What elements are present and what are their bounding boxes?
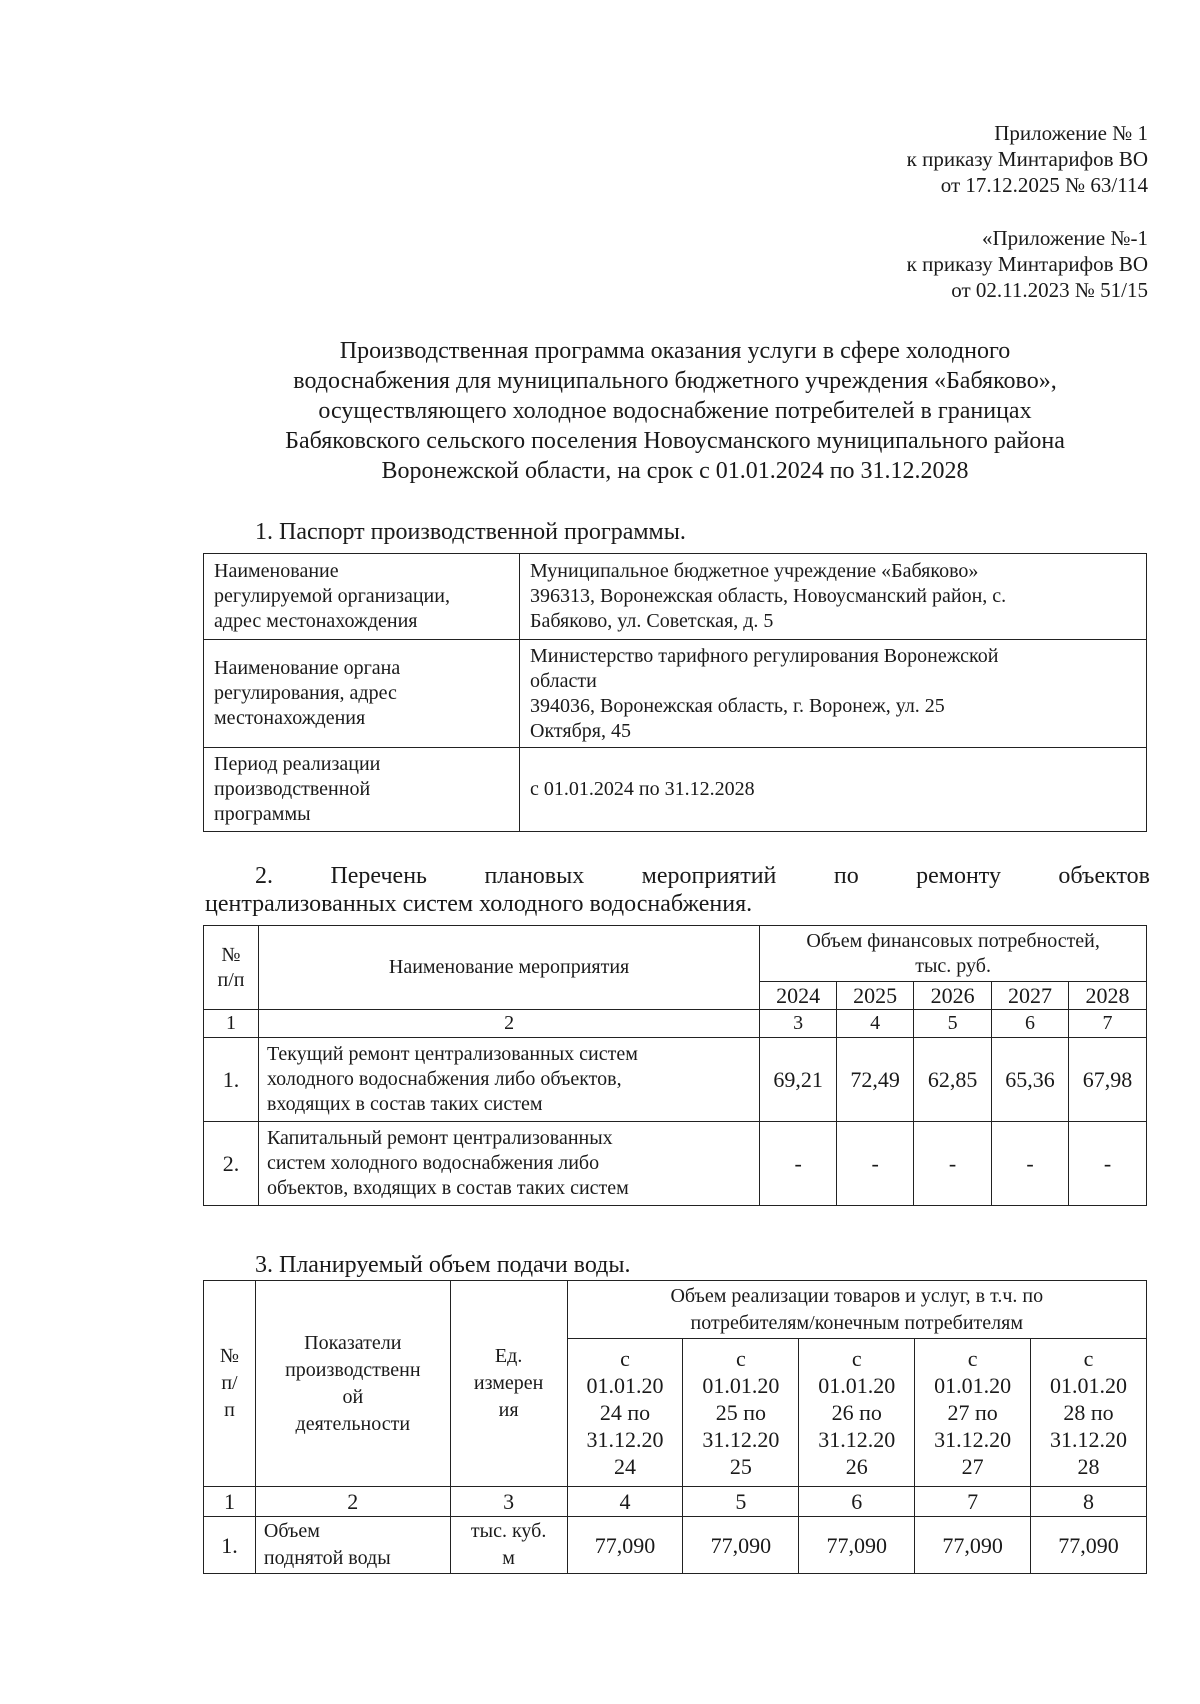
column-header-measure-name: Наименование мероприятия [258, 926, 759, 1010]
row-number: 2. [204, 1122, 259, 1206]
previous-appendix-number: «Приложение №-1 [982, 226, 1148, 250]
passport-value: Министерство тарифного регулирования Воронежской области 394036, Воронежская область, г. Воронеж, ул. 25 Октября, 45 [520, 640, 1147, 748]
period-header: с 01.01.20 25 по 31.12.20 25 [683, 1339, 799, 1487]
column-index-row: 1 2 3 4 5 6 7 8 [204, 1487, 1147, 1517]
section-1-heading: 1. Паспорт производственной программы. [255, 519, 686, 545]
column-header-sales-volume: Объем реализации товаров и услуг, в т.ч. по потребителям/конечным потребителям [567, 1281, 1146, 1339]
previous-order-date: от 02.11.2023 № 51/15 [951, 278, 1148, 302]
year-header: 2028 [1069, 982, 1147, 1010]
cell-value: 77,090 [915, 1517, 1031, 1574]
order-reference: к приказу Минтарифов ВО [906, 147, 1148, 171]
repair-measures-table [203, 925, 1147, 1206]
passport-label: Период реализации производственной программы [204, 748, 520, 832]
year-header: 2027 [992, 982, 1069, 1010]
cell-value: 77,090 [567, 1517, 683, 1574]
table-row [204, 640, 1147, 748]
period-header: с 01.01.20 28 по 31.12.20 28 [1031, 1339, 1147, 1487]
table-header-row [204, 1281, 1147, 1339]
column-header-indicator: Показатели производственн ой деятельности [255, 1281, 450, 1487]
cell-value: 77,090 [799, 1517, 915, 1574]
cell-value: - [837, 1122, 914, 1206]
year-header: 2024 [760, 982, 837, 1010]
column-index-row: 1 2 3 4 5 6 7 [204, 1010, 1147, 1038]
passport-label: Наименование регулируемой организации, адрес местонахождения [204, 554, 520, 640]
measure-name: Текущий ремонт централизованных систем холодного водоснабжения либо объектов, входящих в состав таких систем [258, 1038, 759, 1122]
table-row [204, 1517, 1147, 1574]
section-3-heading: 3. Планируемый объем подачи воды. [255, 1252, 631, 1278]
table-row [204, 1038, 1147, 1122]
cell-value: 69,21 [760, 1038, 837, 1122]
cell-value: 77,090 [1031, 1517, 1147, 1574]
cell-value: 72,49 [837, 1038, 914, 1122]
document-title: Производственная программа оказания услуги в сфере холодного водоснабжения для муниципального бюджетного учреждения «Бабяково», осуществляющего холодное водоснабжение потребителей в границах Бабяковского сельского поселения Новоусманского муниципального района Воронежской области, на срок с 01.01.2024 по 31.12.2028 [285, 338, 1065, 484]
period-header: с 01.01.20 26 по 31.12.20 26 [799, 1339, 915, 1487]
passport-table [203, 553, 1147, 832]
cell-value: - [1069, 1122, 1147, 1206]
cell-value: 77,090 [683, 1517, 799, 1574]
cell-value: 65,36 [992, 1038, 1069, 1122]
column-header-unit: Ед. измерен ия [450, 1281, 567, 1487]
cell-value: - [760, 1122, 837, 1206]
appendix-number: Приложение № 1 [994, 121, 1148, 145]
appendix-header [907, 120, 1148, 198]
column-header-number: № п/ п [204, 1281, 256, 1487]
row-number: 1. [204, 1038, 259, 1122]
section-2-heading: 2. Перечень плановых мероприятий по ремонту объектов централизованных систем холодного водоснабжения. [205, 863, 1150, 917]
period-header: с 01.01.20 27 по 31.12.20 27 [915, 1339, 1031, 1487]
row-number: 1. [204, 1517, 256, 1574]
unit-of-measure: тыс. куб. м [450, 1517, 567, 1574]
column-header-financial-needs: Объем финансовых потребностей, тыс. руб. [760, 926, 1147, 982]
table-header-row [204, 926, 1147, 982]
cell-value: 62,85 [914, 1038, 992, 1122]
period-header: с 01.01.20 24 по 31.12.20 24 [567, 1339, 683, 1487]
passport-value: с 01.01.2024 по 31.12.2028 [520, 748, 1147, 832]
order-date: от 17.12.2025 № 63/114 [940, 173, 1148, 197]
table-row [204, 1122, 1147, 1206]
cell-value: - [992, 1122, 1069, 1206]
measure-name: Капитальный ремонт централизованных систем холодного водоснабжения либо объектов, входящих в состав таких систем [258, 1122, 759, 1206]
table-row [204, 748, 1147, 832]
cell-value: - [914, 1122, 992, 1206]
water-supply-volume-table [203, 1280, 1147, 1574]
previous-order-reference: к приказу Минтарифов ВО [906, 252, 1148, 276]
previous-appendix-header [907, 225, 1148, 303]
table-row [204, 554, 1147, 640]
passport-label: Наименование органа регулирования, адрес местонахождения [204, 640, 520, 748]
cell-value: 67,98 [1069, 1038, 1147, 1122]
year-header: 2025 [837, 982, 914, 1010]
indicator-name: Объем поднятой воды [255, 1517, 450, 1574]
year-header: 2026 [914, 982, 992, 1010]
passport-value: Муниципальное бюджетное учреждение «Бабяково» 396313, Воронежская область, Новоусманский район, с. Бабяково, ул. Советская, д. 5 [520, 554, 1147, 640]
column-header-number: № п/п [204, 926, 259, 1010]
